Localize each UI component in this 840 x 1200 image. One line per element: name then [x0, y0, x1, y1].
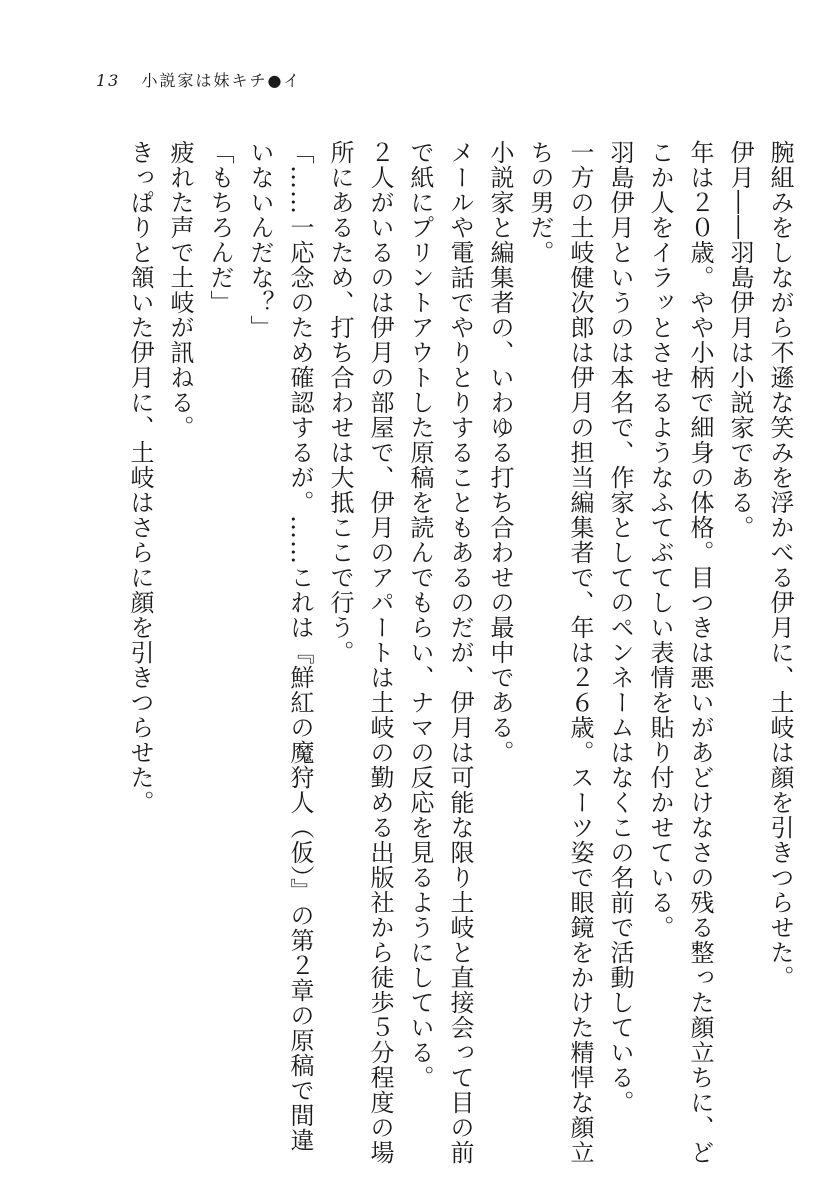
text-line: で紙にプリントアウトした原稿を読んでもらい、ナマの反応を見るようにしている。 — [406, 140, 434, 1090]
text-line: ２人がいるのは伊月の部屋で、伊月のアパートは土岐の勤める出版社から徒歩５分程度の場 — [366, 140, 394, 1165]
book-title: 小説家は妹キチ●イ — [141, 71, 302, 90]
running-header — [96, 68, 301, 91]
text-line: 小説家と編集者の、いわゆる打ち合わせの最中である。 — [486, 140, 514, 765]
text-line: 年は２０歳。やや小柄で細身の体格。目つきは悪いがあどけなさの残る整った顔立ちに、ど — [686, 140, 714, 1165]
body-text — [20, 140, 800, 1190]
text-line: 「もちろんだ」 — [206, 140, 234, 315]
text-line: こか人をイラッとさせるようなふてぶてしい表情を貼り付かせている。 — [646, 140, 674, 940]
text-line: 伊月――羽島伊月は小説家である。 — [726, 140, 754, 540]
text-line: 一方の土岐健次郎は伊月の担当編集者で、年は２６歳。スーツ姿で眼鏡をかけた精悍な顔立 — [566, 140, 594, 1165]
text-line: いないんだな？」 — [246, 140, 274, 340]
text-line: 羽島伊月というのは本名で、作家としてのペンネームはなくこの名前で活動している。 — [606, 140, 634, 1115]
text-line: 所にあるため、打ち合わせは大抵ここで行う。 — [326, 140, 354, 665]
text-line: 「……一応念のため確認するが。……これは『鮮紅の魔狩人（仮）』の第２章の原稿で間違 — [286, 140, 314, 1153]
text-line: きっぱりと頷いた伊月に、土岐はさらに顔を引きつらせた。 — [126, 140, 154, 815]
text-line: 腕組みをしながら不遜な笑みを浮かべる伊月に、土岐は顔を引きつらせた。 — [766, 140, 794, 990]
text-line: メールや電話でやりとりすることもあるのだが、伊月は可能な限り土岐と直接会って目の前 — [446, 140, 474, 1165]
text-line: ちの男だ。 — [526, 140, 554, 265]
text-line: 疲れた声で土岐が訊ねる。 — [166, 140, 194, 440]
page-number: 13 — [96, 71, 121, 90]
